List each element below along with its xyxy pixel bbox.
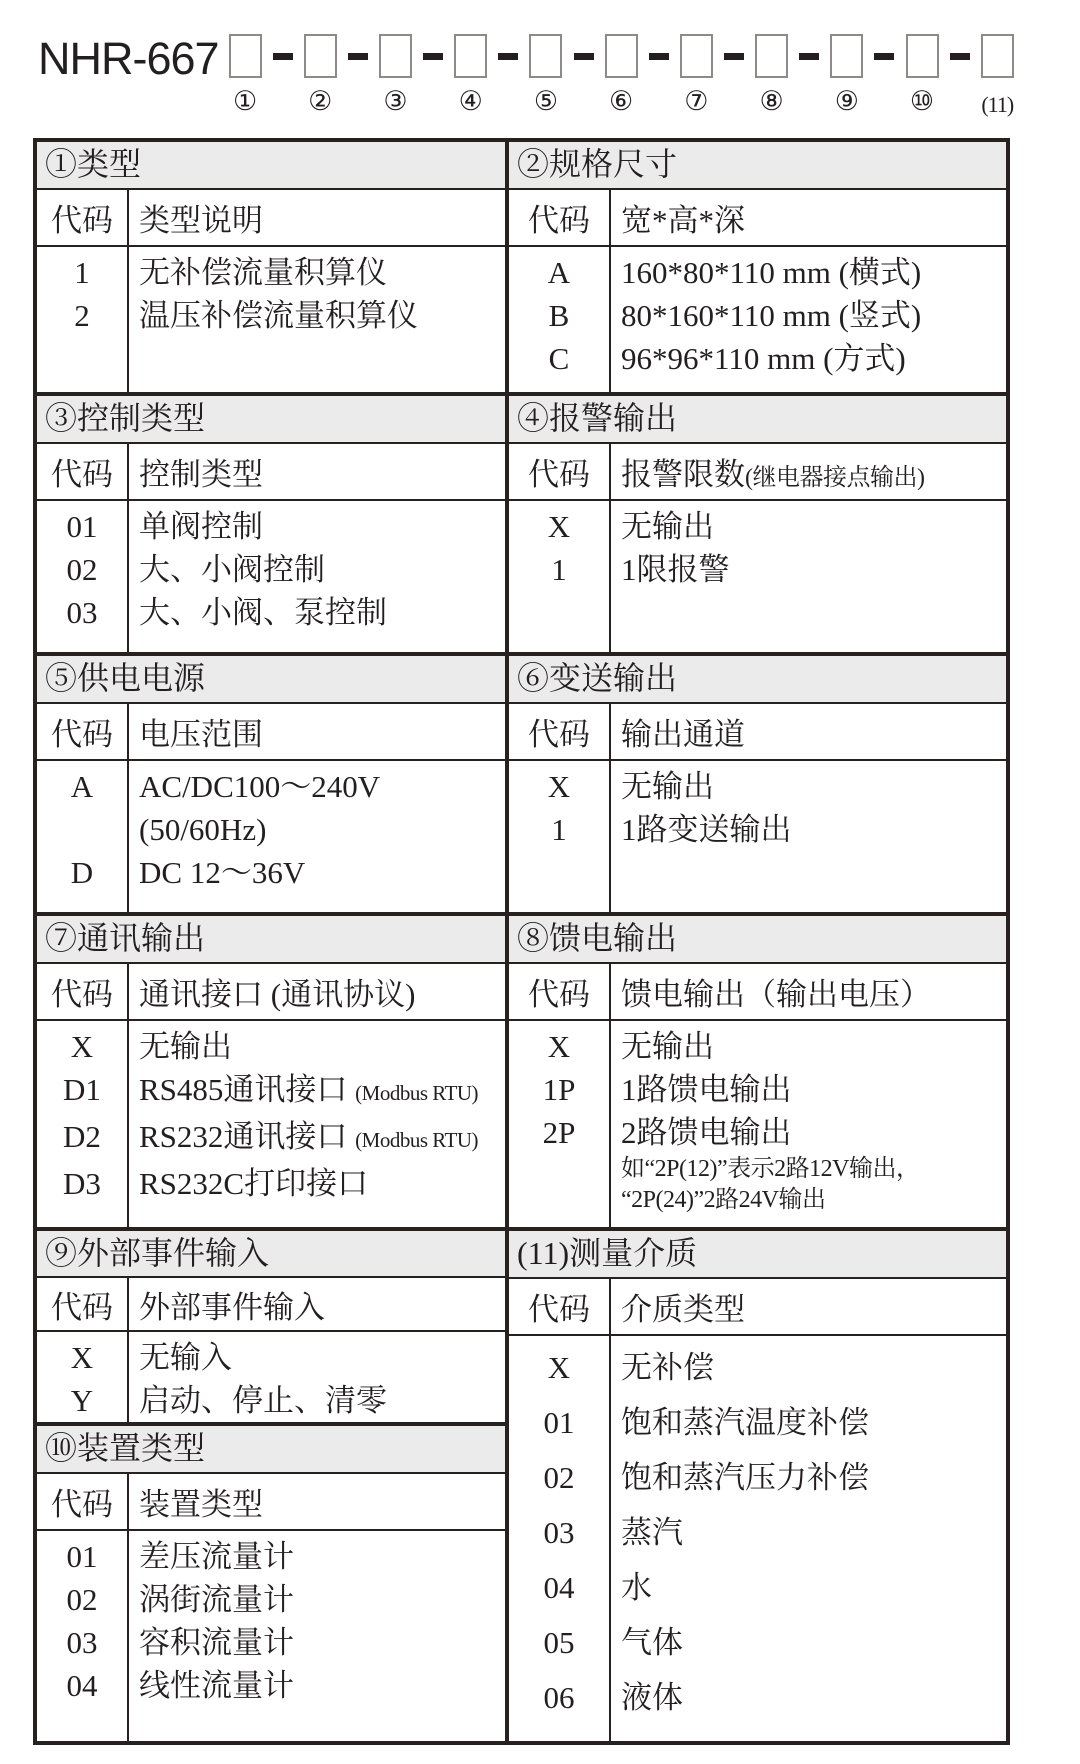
- desc-text: 饱和蒸汽压力补偿: [621, 1460, 869, 1495]
- code-cell: 03: [543, 1515, 575, 1550]
- desc-text: 1限报警: [621, 552, 730, 587]
- code-cell: D1: [63, 1072, 101, 1107]
- code-cell: 03: [66, 595, 98, 630]
- desc-cell: [127, 1664, 505, 1707]
- code-cell: 01: [66, 509, 98, 544]
- spec-row: [509, 337, 1006, 380]
- section-title: ⑨外部事件输入: [37, 1231, 505, 1278]
- dash-icon: [574, 53, 594, 60]
- segment-separator: [574, 34, 594, 60]
- section-dimensions: [509, 142, 1006, 392]
- segment-number-label: ⑤: [533, 86, 559, 116]
- code-cell: 1: [551, 552, 567, 587]
- ordering-spec-table: [33, 138, 1010, 1745]
- segment-number-label: ⑥: [609, 86, 634, 116]
- desc-cell: [609, 294, 1006, 337]
- code-cell: 1: [74, 255, 90, 290]
- spec-row: [509, 1068, 1006, 1111]
- spec-row: [37, 1068, 505, 1115]
- section-header-row: [37, 444, 505, 501]
- code-header-cell: 代码: [528, 1292, 590, 1327]
- desc-header-cell: 介质类型: [621, 1292, 745, 1327]
- column-divider-line: [609, 1279, 611, 1334]
- segment-number-label: ⑧: [759, 86, 784, 116]
- code-cell: C: [548, 341, 570, 376]
- desc-cell: [127, 1379, 505, 1422]
- spec-row: [37, 591, 505, 634]
- code-cell: X: [70, 1340, 94, 1375]
- section-type: [37, 142, 505, 392]
- code-cell: 01: [543, 1405, 575, 1440]
- desc-header-cell: 通讯接口 (通讯协议): [139, 977, 416, 1012]
- spec-row: [37, 851, 505, 894]
- model-segment-4: [454, 34, 487, 115]
- model-box-5: [529, 34, 562, 78]
- spec-row: [509, 294, 1006, 337]
- segment-number-label: ③: [383, 86, 408, 116]
- spec-row: [37, 1336, 505, 1379]
- code-cell: X: [547, 1029, 571, 1064]
- desc-text: 无输出: [621, 1029, 714, 1064]
- section-body: [509, 1021, 1006, 1227]
- model-segment-1: [229, 34, 262, 115]
- desc-cell: [609, 505, 1006, 548]
- code-cell: D2: [63, 1119, 101, 1154]
- section-measured-medium: [509, 1227, 1006, 1741]
- section-body: [37, 1021, 505, 1227]
- desc-text: 无补偿: [621, 1350, 714, 1385]
- section-title: ⑩装置类型: [37, 1426, 505, 1474]
- dash-icon: [724, 53, 744, 60]
- desc-text: 160*80*110 mm (横式): [621, 255, 922, 290]
- model-segment-8: [755, 34, 788, 115]
- code-cell: A: [547, 255, 571, 290]
- code-header-cell: 代码: [51, 1487, 113, 1522]
- model-code-line: [38, 34, 1014, 119]
- code-cell: X: [547, 1350, 571, 1385]
- desc-text: 无输入: [139, 1340, 232, 1375]
- desc-cell: [609, 548, 1006, 591]
- section-header-row: [509, 444, 1006, 501]
- column-divider-line: [609, 501, 611, 652]
- code-cell: 01: [66, 1539, 98, 1574]
- spec-row: [37, 294, 505, 337]
- column-divider-line: [127, 501, 129, 652]
- code-header-cell: 代码: [528, 977, 590, 1012]
- code-header-cell: 代码: [51, 977, 113, 1012]
- desc-header-cell: 宽*高*深: [621, 203, 745, 238]
- code-cell: 2: [74, 298, 90, 333]
- desc-text: 涡街流量计: [139, 1582, 294, 1617]
- desc-header-cell: 输出通道: [621, 717, 745, 752]
- desc-text: RS232通讯接口: [139, 1119, 348, 1154]
- desc-text: 无输出: [621, 509, 714, 544]
- code-header-cell: 代码: [51, 203, 113, 238]
- desc-cell: [609, 1615, 1006, 1670]
- column-divider-line: [609, 190, 611, 245]
- column-divider-line: [609, 1336, 611, 1741]
- model-box-1: [229, 34, 262, 78]
- column-divider-line: [127, 704, 129, 759]
- spec-row: [509, 1340, 1006, 1395]
- code-cell: X: [547, 769, 571, 804]
- model-box-8: [755, 34, 788, 78]
- desc-cell: [609, 808, 1006, 851]
- desc-cell: [609, 1505, 1006, 1560]
- spec-row: [509, 1505, 1006, 1560]
- section-body: [509, 247, 1006, 392]
- desc-text: DC 12～36V: [139, 855, 306, 890]
- section-header-row: [37, 964, 505, 1021]
- section-body: [37, 1531, 505, 1741]
- spec-column-right: [509, 142, 1006, 1741]
- desc-text: 差压流量计: [139, 1539, 294, 1574]
- code-cell: 1P: [542, 1072, 576, 1107]
- desc-cell: [609, 337, 1006, 380]
- desc-suffix-note: (Modbus RTU): [355, 1081, 478, 1105]
- spec-row: [37, 1115, 505, 1162]
- desc-cell: [609, 1560, 1006, 1615]
- section-alarm-output: [509, 392, 1006, 652]
- desc-cell: [609, 1450, 1006, 1505]
- desc-cell: [609, 1395, 1006, 1450]
- desc-text: 96*96*110 mm (方式): [621, 341, 906, 376]
- dash-icon: [423, 53, 443, 60]
- section-title: ⑥变送输出: [509, 656, 1006, 704]
- desc-text: 无补偿流量积算仪: [139, 255, 387, 290]
- desc-cell: [609, 251, 1006, 294]
- column-divider-line: [609, 761, 611, 912]
- model-segment-10: [906, 34, 939, 115]
- desc-cell: [609, 1111, 1006, 1216]
- section-external-event-input: [37, 1227, 505, 1422]
- model-box-6: [605, 34, 638, 78]
- desc-suffix-note: (Modbus RTU): [355, 1128, 478, 1152]
- desc-text: 容积流量计: [139, 1625, 294, 1660]
- model-box-2: [304, 34, 337, 78]
- code-header-cell: 代码: [51, 457, 113, 492]
- segment-separator: [273, 34, 293, 60]
- section-retransmission-output: [509, 652, 1006, 912]
- desc-cell: [127, 1068, 505, 1115]
- section-body: [509, 761, 1006, 912]
- section-header-row: [509, 704, 1006, 761]
- spec-row: [37, 548, 505, 591]
- desc-cell: [609, 1340, 1006, 1395]
- dash-icon: [498, 53, 518, 60]
- column-divider-line: [609, 1021, 611, 1227]
- column-divider-line: [127, 247, 129, 392]
- column-divider-line: [127, 1474, 129, 1529]
- section-feed-power-output: [509, 912, 1006, 1227]
- spec-row: [509, 808, 1006, 851]
- model-segment-5: [529, 34, 562, 115]
- segment-separator: [649, 34, 669, 60]
- model-box-7: [680, 34, 713, 78]
- desc-text: 1路变送输出: [621, 812, 792, 847]
- spec-row: [509, 1395, 1006, 1450]
- spec-row: [509, 1025, 1006, 1068]
- desc-header-cell: 馈电输出（输出电压）: [621, 977, 931, 1012]
- segment-number-label: ④: [458, 86, 483, 116]
- desc-cell: [127, 1336, 505, 1379]
- dash-icon: [348, 53, 368, 60]
- section-body: [509, 501, 1006, 652]
- model-segment-7: [680, 34, 713, 115]
- segment-separator: [498, 34, 518, 60]
- spec-row: [37, 1379, 505, 1422]
- desc-text: 饱和蒸汽温度补偿: [621, 1405, 869, 1440]
- desc-note-line: 如“2P(12)”表示2路12V输出，: [621, 1156, 920, 1182]
- segment-number-label: ①: [232, 86, 258, 116]
- segment-number-label: ⑦: [684, 86, 709, 116]
- model-box-3: [379, 34, 412, 78]
- desc-cell: [127, 1621, 505, 1664]
- desc-cell: [127, 1025, 505, 1068]
- code-cell: 2P: [542, 1115, 576, 1150]
- section-header-row: [37, 190, 505, 247]
- desc-text: 启动、停止、清零: [139, 1383, 387, 1418]
- code-cell: 04: [543, 1570, 575, 1605]
- desc-header-cell: 控制类型: [139, 457, 263, 492]
- segment-separator: [724, 34, 744, 60]
- spec-row: [509, 1111, 1006, 1216]
- spec-row: [509, 1615, 1006, 1670]
- section-title: ⑦通讯输出: [37, 916, 505, 964]
- segment-separator: [950, 34, 970, 60]
- spec-row: [37, 1664, 505, 1707]
- desc-text: 1路馈电输出: [621, 1072, 792, 1107]
- desc-text: 80*160*110 mm (竖式): [621, 298, 922, 333]
- desc-text: 水: [621, 1570, 652, 1605]
- model-segment-11: [981, 34, 1014, 119]
- section-header-row: [509, 964, 1006, 1021]
- desc-cell: [127, 1162, 505, 1205]
- spec-row: [509, 505, 1006, 548]
- section-body: [37, 501, 505, 652]
- section-communication-output: [37, 912, 505, 1227]
- desc-text: RS485通讯接口: [139, 1072, 348, 1107]
- column-divider-line: [127, 1278, 129, 1330]
- spec-row: [509, 765, 1006, 808]
- desc-cell: [609, 1068, 1006, 1111]
- desc-cell: [127, 1578, 505, 1621]
- spec-row: [509, 1560, 1006, 1615]
- spec-row: [37, 765, 505, 851]
- column-divider-line: [609, 247, 611, 392]
- dash-icon: [649, 53, 669, 60]
- spec-row: [509, 1670, 1006, 1725]
- dash-icon: [799, 53, 819, 60]
- section-body: [37, 1332, 505, 1422]
- spec-row: [37, 251, 505, 294]
- desc-text: 大、小阀、泵控制: [139, 595, 387, 630]
- column-divider-line: [127, 190, 129, 245]
- code-header-cell: 代码: [528, 717, 590, 752]
- code-cell: X: [547, 509, 571, 544]
- desc-cell: [609, 1670, 1006, 1725]
- section-header-row: [37, 1278, 505, 1332]
- section-device-type: [37, 1422, 505, 1741]
- spec-row: [37, 505, 505, 548]
- desc-cell: [127, 251, 505, 294]
- desc-text: 液体: [621, 1680, 683, 1715]
- spec-row: [37, 1578, 505, 1621]
- model-segment-6: [605, 34, 638, 115]
- section-body: [37, 761, 505, 912]
- model-segment-9: [830, 34, 863, 115]
- section-body: [37, 247, 505, 392]
- segment-separator: [348, 34, 368, 60]
- desc-text: 2路馈电输出: [621, 1115, 792, 1150]
- code-cell: B: [548, 298, 570, 333]
- section-title: (11)测量介质: [509, 1231, 1006, 1279]
- section-title: ④报警输出: [509, 396, 1006, 444]
- desc-cell: [127, 1535, 505, 1578]
- desc-text: 无输出: [621, 769, 714, 804]
- dash-icon: [874, 53, 894, 60]
- section-title: ②规格尺寸: [509, 142, 1006, 190]
- desc-text: 温压补偿流量积算仪: [139, 298, 418, 333]
- segment-separator: [423, 34, 443, 60]
- model-box-11: [981, 34, 1014, 78]
- code-cell: Y: [70, 1383, 94, 1418]
- code-cell: 04: [66, 1668, 98, 1703]
- model-box-9: [830, 34, 863, 78]
- desc-header-cell: 报警限数(继电器接点输出): [621, 457, 925, 492]
- dash-icon: [950, 53, 970, 60]
- section-header-row: [509, 1279, 1006, 1336]
- code-header-cell: 代码: [51, 1289, 113, 1325]
- spec-row: [37, 1535, 505, 1578]
- column-divider-line: [609, 704, 611, 759]
- model-box-10: [906, 34, 939, 78]
- spec-row: [37, 1025, 505, 1068]
- desc-text: AC/DC100～240V: [139, 769, 381, 804]
- column-divider-line: [127, 444, 129, 499]
- code-cell: 03: [66, 1625, 98, 1660]
- section-title: ⑤供电电源: [37, 656, 505, 704]
- spec-row: [37, 1621, 505, 1664]
- column-divider-line: [127, 761, 129, 912]
- section-title: ③控制类型: [37, 396, 505, 444]
- code-header-cell: 代码: [528, 203, 590, 238]
- code-cell: 02: [66, 552, 98, 587]
- code-cell: 1: [551, 812, 567, 847]
- desc-text: RS232C打印接口: [139, 1166, 369, 1201]
- code-cell: 05: [543, 1625, 575, 1660]
- desc-subline: (50/60Hz): [139, 812, 267, 847]
- desc-cell: [127, 548, 505, 591]
- desc-text: 线性流量计: [139, 1668, 294, 1703]
- desc-cell: [127, 505, 505, 548]
- code-cell: X: [70, 1029, 94, 1064]
- model-segment-2: [304, 34, 337, 115]
- desc-header-note: (继电器接点输出): [745, 465, 925, 491]
- desc-note-line: “2P(24)”2路24V输出: [621, 1187, 826, 1213]
- desc-text: 大、小阀控制: [139, 552, 325, 587]
- desc-header-cell: 外部事件输入: [139, 1289, 325, 1325]
- desc-text: 气体: [621, 1625, 683, 1660]
- model-box-4: [454, 34, 487, 78]
- section-title: ①类型: [37, 142, 505, 190]
- desc-cell: [127, 591, 505, 634]
- spec-row: [509, 251, 1006, 294]
- column-divider-line: [127, 1332, 129, 1422]
- desc-header-cell: 电压范围: [139, 717, 263, 752]
- section-body: [509, 1336, 1006, 1741]
- segment-number-label: ⑨: [834, 86, 859, 116]
- desc-cell: [609, 765, 1006, 808]
- desc-header-cell: 类型说明: [139, 203, 263, 238]
- code-cell: D: [70, 855, 94, 890]
- segment-number-label: ⑩: [909, 86, 935, 116]
- desc-cell: [127, 851, 505, 894]
- model-prefix: NHR-667: [38, 33, 219, 84]
- code-cell: D3: [63, 1166, 101, 1201]
- desc-cell: [127, 1115, 505, 1162]
- segment-separator: [874, 34, 894, 60]
- desc-text: 蒸汽: [621, 1515, 683, 1550]
- code-header-cell: 代码: [51, 717, 113, 752]
- column-divider-line: [609, 964, 611, 1019]
- spec-row: [509, 548, 1006, 591]
- column-divider-line: [127, 1531, 129, 1741]
- section-header-row: [37, 1474, 505, 1531]
- desc-text: 无输出: [139, 1029, 232, 1064]
- spec-row: [37, 1162, 505, 1205]
- desc-header-cell: 装置类型: [139, 1487, 263, 1522]
- code-cell: 02: [543, 1460, 575, 1495]
- desc-cell: [127, 294, 505, 337]
- section-control-type: [37, 392, 505, 652]
- spec-row: [509, 1450, 1006, 1505]
- code-cell: 06: [543, 1680, 575, 1715]
- desc-cell: [609, 1025, 1006, 1068]
- segment-number-label: ②: [308, 86, 333, 116]
- dash-icon: [273, 53, 293, 60]
- spec-column-left: [37, 142, 509, 1741]
- section-header-row: [509, 190, 1006, 247]
- section-title: ⑧馈电输出: [509, 916, 1006, 964]
- model-segments: [229, 34, 1014, 119]
- model-segment-3: [379, 34, 412, 115]
- code-cell: A: [70, 769, 94, 804]
- segment-separator: [799, 34, 819, 60]
- desc-cell: [127, 765, 505, 851]
- desc-text: 单阀控制: [139, 509, 263, 544]
- segment-number-label: (11): [981, 92, 1014, 117]
- section-header-row: [37, 704, 505, 761]
- code-header-cell: 代码: [528, 457, 590, 492]
- column-divider-line: [609, 444, 611, 499]
- code-cell: 02: [66, 1582, 98, 1617]
- section-power-supply: [37, 652, 505, 912]
- column-divider-line: [127, 964, 129, 1019]
- column-divider-line: [127, 1021, 129, 1227]
